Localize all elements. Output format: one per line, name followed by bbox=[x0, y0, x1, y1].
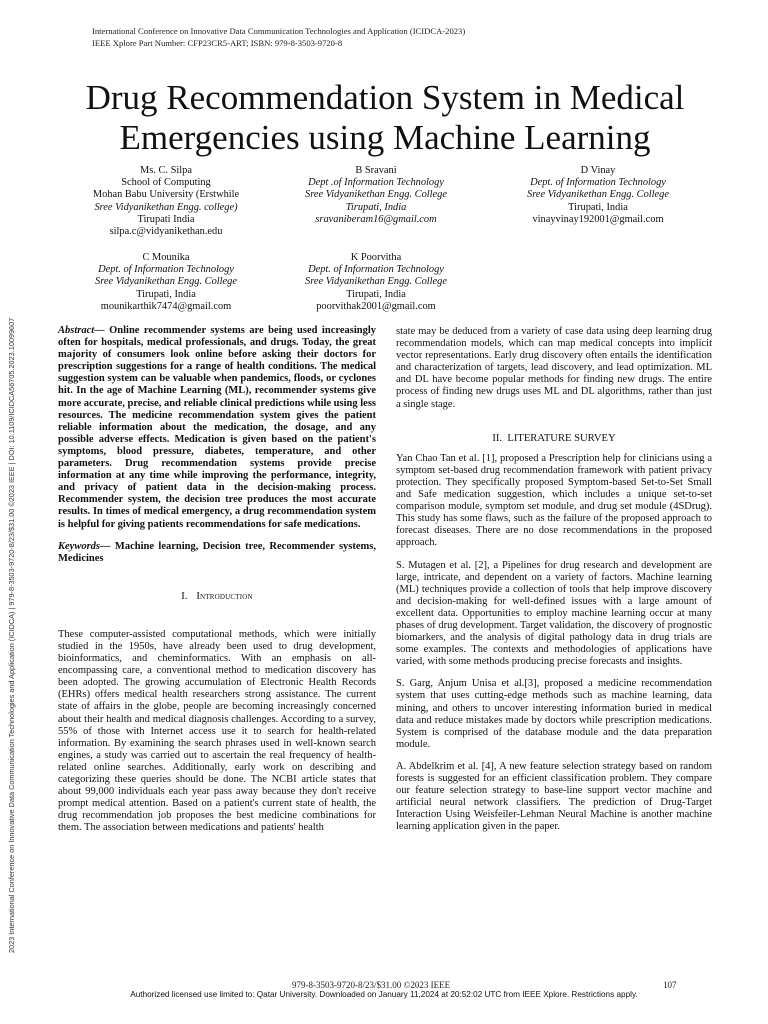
author-affiliation: Sree Vidyanikethan Engg. College bbox=[95, 276, 237, 288]
section-numeral: I. bbox=[181, 590, 188, 602]
author-department: Dept. of Information Technology bbox=[308, 264, 444, 276]
license-notice: Authorized licensed use limited to: Qatar University. Downloaded on January 11,2024 at 20:52:02 UTC from IEEE Xplore. Restrictions apply. bbox=[130, 990, 638, 999]
keywords bbox=[58, 541, 376, 565]
author-location: Tirupati, India bbox=[136, 288, 196, 300]
section-title: LITERATURE SURVEY bbox=[507, 432, 616, 444]
author-affiliation: Sree Vidyanikethan Engg. college) bbox=[94, 201, 238, 213]
literature-paragraph-2: S. Mutagen et al. [2], a Pipelines for drug research and development are large, intricate, and dependent on a variety of factors. Machine learning (ML) techniques provide a collection of tools that help improve discovery and decision-making for well-defined issues with a large amount of excellent data. Opportunities to employ machine learning occur at many phases of drug development. Target validation, the discovery of prognostic biomarkers, and the analysis of digital pathology data in drug trials are some examples. The contexts and methodologies of applications have varied, with some methods producing precise forecasts and insights. bbox=[396, 559, 712, 668]
author-email: poorvithak2001@gmail.com bbox=[316, 300, 436, 312]
author-name: C Mounika bbox=[142, 252, 190, 263]
author-location: Tirupati, India bbox=[345, 201, 407, 213]
page-number: 107 bbox=[663, 980, 677, 990]
section-heading-literature-survey bbox=[396, 433, 712, 445]
right-column bbox=[396, 326, 712, 843]
author-email: vinayvinay192001@gmail.com bbox=[532, 213, 664, 225]
abstract-text: Online recommender systems are being used increasingly often for hospitals, medical professionals, and drugs. Today, the great majority of consumers look online before asking their doctors for prescription suggestions for a range of health conditions. The medical suggestion system can be valuable when pandemics, floods, or cyclones hit. In the age of Machine Learning (ML), recommender systems give more accurate, precise, and reliable clinical predictions while using less resources. The medicine recommendation system gives the patient reliable information about the medication, the dosage, and any possible adverse effects. Medication is given based on the patient's symptoms, blood pressure, diabetes, temperature, and other parameters. Drug recommendation systems provide precise information at any time while improving the performance, integrity, and privacy of patient data in the decision-making process. Recommender system, the decision tree produces the most accurate results. In times of medical emergency, a drug recommendation system is helpful for giving patients recommendations for safe medications. bbox=[58, 325, 376, 530]
author-location: Tirupati, India bbox=[346, 288, 406, 300]
conference-name: International Conference on Innovative Data Communication Technologies and Application (ICIDCA-2023) bbox=[92, 26, 466, 36]
paper-title: Drug Recommendation System in Medical Emergencies using Machine Learning bbox=[85, 78, 685, 157]
author-location: Tirupati India bbox=[137, 213, 195, 225]
section-title: Introduction bbox=[196, 590, 253, 602]
author-block-4 bbox=[56, 252, 276, 313]
author-affiliation: Sree Vidyanikethan Engg. College bbox=[527, 189, 669, 201]
author-name: B Sravani bbox=[355, 165, 397, 176]
keywords-label: Keywords— bbox=[58, 540, 111, 552]
section-numeral: II. bbox=[492, 432, 503, 444]
author-block-1 bbox=[56, 165, 276, 238]
literature-paragraph-3: S. Garg, Anjum Unisa et al.[3], proposed a medicine recommendation system that uses cutting-edge methods such as machine learning, data mining, and others to uncover interesting information buried in medical data and reduce mistakes made by doctors while prescription medications. System is comprised of the database module and the data preparation module. bbox=[396, 678, 712, 750]
author-email: sravaniberam16@gmail.com bbox=[315, 213, 437, 225]
introduction-paragraph: These computer-assisted computational methods, which were initially studied in the 1950s, have already been used to drug development, bioinformatics, and cheminformatics. With an emphasis on all-encompassing care, a conventional method to medication discovery has been adopted. The growing accumulation of Electronic Health Records (EHRs) offers medical health researchers strong assistance. The current state of affairs in the globe, people are becoming increasingly concerned about their health and medical diagnosis challenges. According to a survey, 55% of those with Internet access use it to search for health-related information. By examining the search phrases used in well-known search engines, a study was carried out to ascertain the real frequency of health-related online searches. Additionally, early work on describing and categorizing these queries should be done. The NCBI article states that about 99,000 individuals each year pass away because they don't receive prompt medical attention. Based on a patient's current state of health, the drug recommendation job proposes the best medicine combinations for them. The association between medications and patients' health bbox=[58, 628, 376, 834]
author-block-5 bbox=[264, 252, 488, 313]
keywords-text: Machine learning, Decision tree, Recommender systems, Medicines bbox=[58, 540, 376, 564]
author-email: mounikarthik7474@gmail.com bbox=[100, 300, 232, 312]
conference-header bbox=[92, 26, 465, 49]
author-name: K Poorvitha bbox=[350, 252, 402, 263]
author-email: silpa.c@vidyanikethan.edu bbox=[109, 226, 223, 238]
author-affiliation: School of Computing bbox=[121, 177, 211, 189]
footer-copyright-id: 979-8-3503-9720-8/23/$31.00 ©2023 IEEE bbox=[292, 980, 451, 990]
author-department: Dept .of Information Technology bbox=[308, 177, 444, 189]
author-affiliation: Sree Vidyanikethan Engg. College bbox=[305, 189, 447, 201]
author-department: Dept. of Information Technology bbox=[98, 264, 234, 276]
left-column bbox=[58, 325, 376, 844]
author-block-2 bbox=[264, 165, 488, 226]
author-block-3 bbox=[488, 165, 708, 226]
section-heading-introduction bbox=[58, 591, 376, 603]
conference-part-number: IEEE Xplore Part Number: CFP23CR5-ART; ISBN: 979-8-3503-9720-8 bbox=[92, 37, 343, 48]
abstract bbox=[58, 325, 376, 531]
side-doi-stamp: 2023 International Conference on Innovative Data Communication Technologies and Application (ICIDCA) | 979-8-3503-9720-8/23/$31.00 ©2023 IEEE | DOI: 10.1109/ICIDCA56705.2023.10099607 bbox=[7, 317, 16, 953]
author-department: Dept. of Information Technology bbox=[530, 177, 666, 189]
author-affiliation: Mohan Babu University (Erstwhile bbox=[92, 189, 240, 201]
literature-paragraph-1: Yan Chao Tan et al. [1], proposed a Prescription help for clinicians using a symptom set-based drug recommendation framework with patient privacy protection. They specifically proposed Symptom-based Set-to-Set Small and Safe medication suggestion, which includes a unique set-to-set comparison module, symptom set module, and drug set module (4SDrug). This study has some flaws, such as the failure of the proposed approach to forecast diseases. There are no dose recommendations in the proposed approach. bbox=[396, 452, 712, 549]
introduction-continuation: state may be deduced from a variety of case data using deep learning drug recommendation models, which can map medical concepts into implicit vector representations. Early drug discovery often entails the identification and characterization of targets, lead discovery, and lead optimization. ML and DL have become popular methods for finding new drugs. The entire process of finding new drugs uses ML and DL algorithms, rather than just a single stage. bbox=[396, 326, 712, 410]
author-location: Tirupati, India bbox=[568, 201, 628, 213]
literature-paragraph-4: A. Abdelkrim et al. [4], A new feature selection strategy based on random forests is suggested for an efficient classification problem. They compare our feature selection strategy to base-line support vector machine and artificial neural network classifiers. The prediction of Drug-Target Interaction Using Weisfeiler-Lehman Neural Machine is another machine learning application given in the paper. bbox=[396, 760, 712, 833]
author-affiliation: Sree Vidyanikethan Engg. College bbox=[305, 276, 447, 288]
abstract-label: Abstract— bbox=[58, 325, 105, 336]
author-name: D Vinay bbox=[580, 165, 616, 176]
author-name: Ms. C. Silpa bbox=[140, 165, 192, 176]
